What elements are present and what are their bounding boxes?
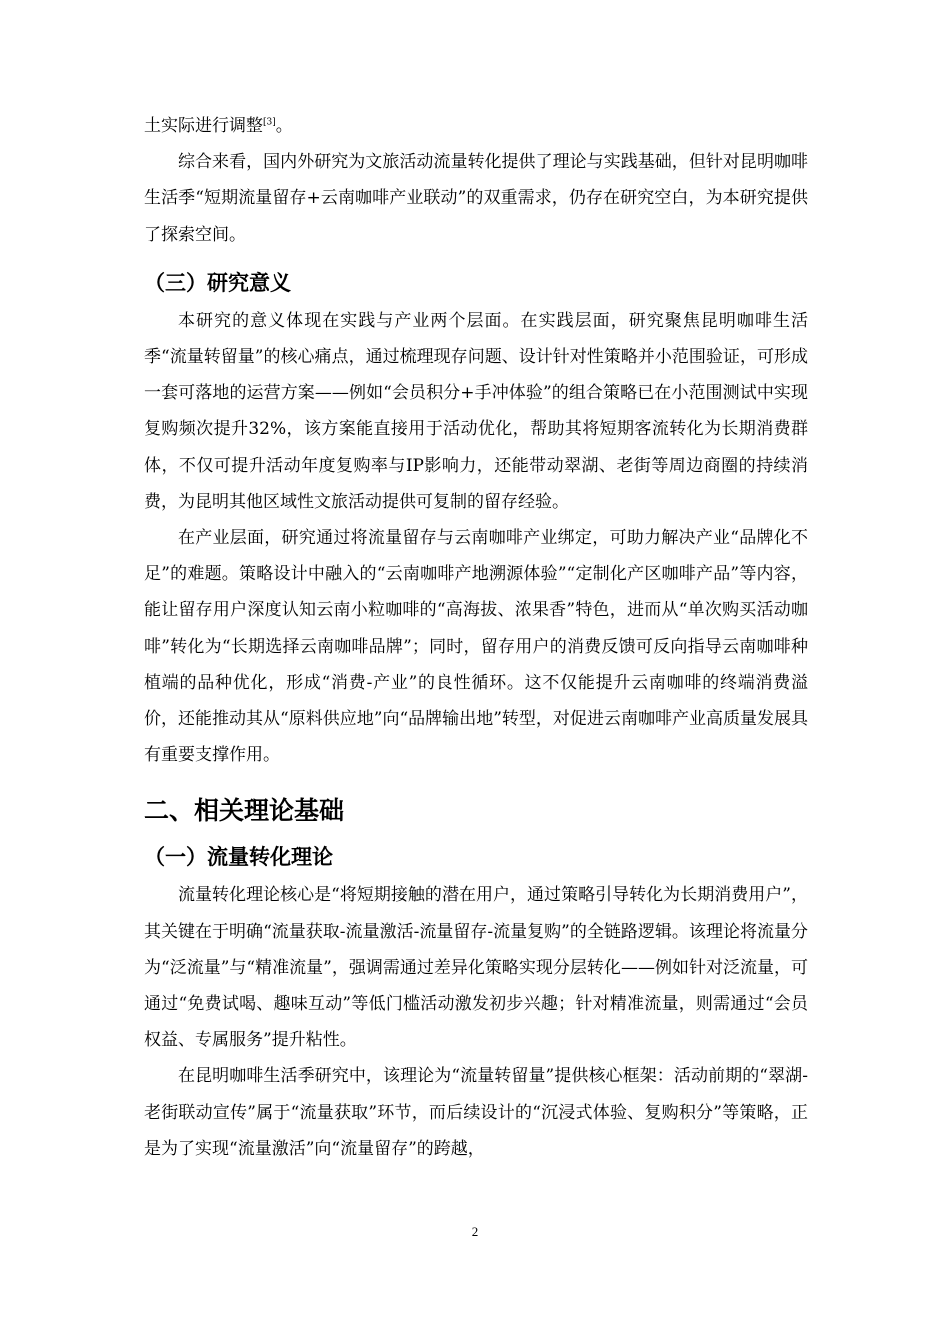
significance-paragraph-1: 本研究的意义体现在实践与产业两个层面。在实践层面，研究聚焦昆明咖啡生活季“流量转留量”的核心痛点，通过梳理现存问题、设计针对性策略并小范围验证，可形成一套可落地的运营方案——例如“会员积分+手冲体验”的组合策略已在小范围测试中实现复购频次提升32%，该方案能直接用于活动优化，帮助其将短期客流转化为长期消费群体，不仅可提升活动年度复购率与IP影响力，还能带动翠湖、老街等周边商圈的持续消费，为昆明其他区域性文旅活动提供可复制的留存经验。	[144, 310, 808, 512]
section-heading-significance: （三）研究意义	[144, 270, 291, 295]
chapter-heading-theory: 二、相关理论基础	[144, 796, 345, 826]
traffic-theory-paragraph-1: 流量转化理论核心是“将短期接触的潜在用户，通过策略引导转化为长期消费用户”，其关键在于明确“流量获取-流量激活-流量留存-流量复购”的全链路逻辑。该理论将流量分为“泛流量”与“精准流量”，强调需通过差异化策略实现分层转化——例如针对泛流量，可通过“免费试喝、趣味互动”等低门槛活动激发初步兴趣；针对精准流量，则需通过“会员权益、专属服务”提升粘性。	[144, 885, 808, 1051]
document-body	[144, 108, 808, 1167]
intro-text: 土实际进行调整	[144, 116, 263, 136]
intro-end: 。	[275, 116, 293, 136]
page-number: 2	[471, 1224, 479, 1239]
intro-paragraph	[144, 108, 808, 144]
section-heading-traffic-theory: （一）流量转化理论	[144, 845, 333, 870]
significance-paragraph-2: 在产业层面，研究通过将流量留存与云南咖啡产业绑定，可助力解决产业“品牌化不足”的难题。策略设计中融入的“云南咖啡产地溯源体验”“定制化产区咖啡产品”等内容，能让留存用户深度认知云南小粒咖啡的“高海拔、浓果香”特色，进而从“单次购买活动咖啡”转化为“长期选择云南咖啡品牌”；同时，留存用户的消费反馈可反向指导云南咖啡种植端的品种优化，形成“消费-产业”的良性循环。这不仅能提升云南咖啡的终端消费溢价，还能推动其从“原料供应地”向“品牌输出地”转型，对促进云南咖啡产业高质量发展具有重要支撑作用。	[144, 528, 808, 766]
traffic-theory-paragraph-2: 在昆明咖啡生活季研究中，该理论为“流量转留量”提供核心框架：活动前期的“翠湖-老街联动宣传”属于“流量获取”环节，而后续设计的“沉浸式体验、复购积分”等策略，正是为了实现“流量激活”向“流量留存”的跨越，	[144, 1066, 808, 1159]
summary-paragraph: 综合来看，国内外研究为文旅活动流量转化提供了理论与实践基础，但针对昆明咖啡生活季“短期流量留存+云南咖啡产业联动”的双重需求，仍存在研究空白，为本研究提供了探索空间。	[144, 152, 808, 245]
citation-marker: [3]	[263, 117, 276, 128]
